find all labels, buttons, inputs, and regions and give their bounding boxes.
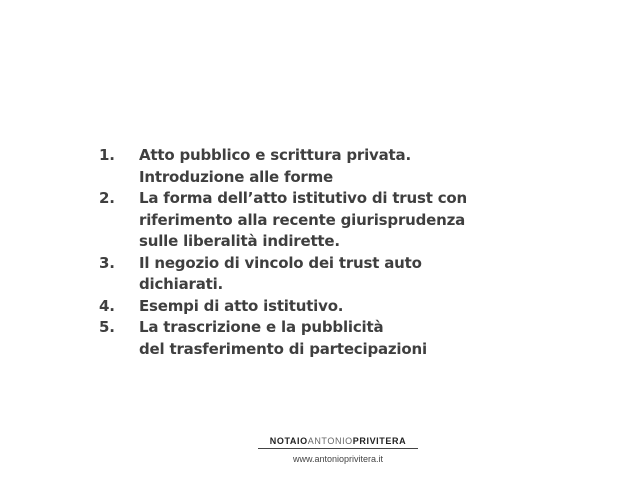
- agenda-item-text: Esempi di atto istitutivo.: [139, 296, 344, 315]
- agenda-item-text: Atto pubblico e scrittura privata. Introduzione alle forme: [139, 146, 411, 186]
- notary-logo: [258, 435, 418, 467]
- logo-antonio: ANTONIO: [307, 436, 353, 446]
- agenda-item-number: 2.: [99, 189, 115, 207]
- agenda-item: [99, 188, 519, 253]
- agenda-item-text: La trascrizione e la pubblicità del trasferimento di partecipazioni: [139, 318, 427, 358]
- agenda-item-number: 5.: [99, 318, 115, 336]
- agenda-item-text: La forma dell’atto istitutivo di trust con riferimento alla recente giurisprudenza sulle liberalità indirette.: [139, 189, 467, 250]
- agenda-item: [99, 296, 519, 318]
- logo-wordmark: [258, 435, 418, 449]
- agenda-list: [99, 145, 519, 360]
- logo-notaio: NOTAIO: [269, 436, 308, 446]
- logo-privitera: PRIVITERA: [352, 436, 407, 446]
- agenda-item-number: 1.: [99, 146, 115, 164]
- agenda-item: [99, 145, 519, 188]
- website-link[interactable]: www.antonioprivitera.it: [292, 454, 384, 464]
- agenda-item-number: 4.: [99, 296, 115, 315]
- agenda-item: [99, 253, 519, 296]
- agenda-item-text: Il negozio di vincolo dei trust auto dichiarati.: [139, 253, 422, 293]
- agenda-item: [99, 317, 519, 360]
- agenda-item-number: 3.: [99, 253, 115, 272]
